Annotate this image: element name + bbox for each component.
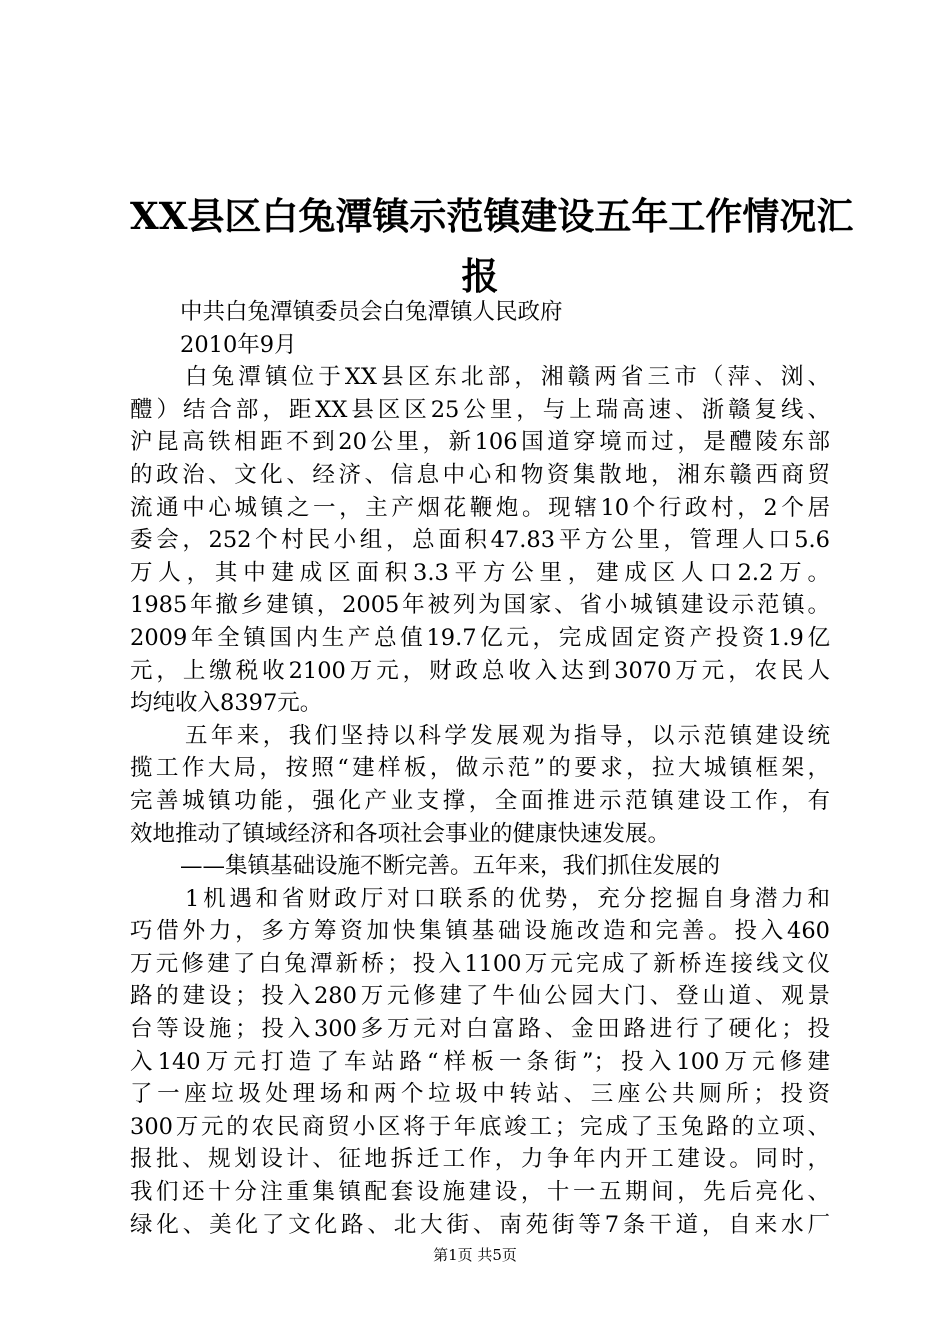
paragraph-line: 均纯收入8397元。 [130,690,323,717]
title-line: 报 [461,254,499,298]
paragraph-line: 完善城镇功能，强化产业支撑，全面推进示范镇建设工作，有 [130,787,830,814]
paragraph-line: 揽工作大局，按照“建样板，做示范”的要求，拉大城镇框架， [130,755,830,782]
paragraph-line: 了一座垃圾处理场和两个垃圾中转站、三座公共厕所；投资 [130,1081,830,1108]
paragraph-line: ——集镇基础设施不断完善。五年来，我们抓住发展的 [180,853,721,880]
paragraph-line: 沪昆高铁相距不到20公里，新106国道穿境而过，是醴陵东部 [130,429,830,456]
paragraph-line: 我们还十分注重集镇配套设施建设，十一五期间，先后亮化、 [130,1179,830,1206]
paragraph-line: 绿化、美化了文化路、北大街、南苑街等7条干道，自来水厂 [130,1211,830,1238]
document-body [130,296,830,1241]
paragraph-line: 万元修建了白兔潭新桥；投入1100万元完成了新桥连接线文仪 [130,950,830,977]
paragraph-line: 五年来，我们坚持以科学发展观为指导，以示范镇建设统 [185,722,830,749]
paragraph-line: 效地推动了镇域经济和各项社会事业的健康快速发展。 [130,820,671,847]
paragraph-line: 台等设施；投入300多万元对白富路、金田路进行了硬化；投 [130,1016,830,1043]
paragraph-line: 白兔潭镇位于XX县区东北部，湘赣两省三市（萍、浏、 [185,364,830,391]
paragraph-line: 1985年撤乡建镇，2005年被列为国家、省小城镇建设示范镇。 [130,592,830,619]
paragraph-line: 2009年全镇国内生产总值19.7亿元，完成固定资产投资1.9亿 [130,624,830,651]
paragraph-line: 流通中心城镇之一，主产烟花鞭炮。现辖10个行政村，2个居 [130,494,830,521]
paragraph-line: 元，上缴税收2100万元，财政总收入达到3070万元，农民人 [130,657,830,684]
document-title [130,186,854,306]
title-line: XX县区白兔潭镇示范镇建设五年工作情况汇 [130,194,854,238]
paragraph-line: 万人，其中建成区面积3.3平方公里，建成区人口2.2万。 [130,559,830,586]
date-line: 2010年9月 [180,331,297,358]
page-footer: 第1页 共5页 [433,1246,517,1264]
paragraph-line: 路的建设；投入280万元修建了牛仙公园大门、登山道、观景 [130,983,830,1010]
paragraph-line: 1机遇和省财政厅对口联系的优势，充分挖掘自身潜力和 [185,885,830,912]
paragraph-line: 委会，252个村民小组，总面积47.83平方公里，管理人口5.6 [130,527,830,554]
paragraph-line: 报批、规划设计、征地拆迁工作，力争年内开工建设。同时， [130,1146,830,1173]
paragraph-line: 的政治、文化、经济、信息中心和物资集散地，湘东赣西商贸 [130,461,830,488]
paragraph-line: 入140万元打造了车站路“样板一条街”；投入100万元修建 [130,1048,830,1075]
paragraph-line: 300万元的农民商贸小区将于年底竣工；完成了玉兔路的立项、 [130,1113,830,1140]
paragraph-line: 醴）结合部，距XX县区区25公里，与上瑞高速、浙赣复线、 [130,396,830,423]
issuer-line: 中共白兔潭镇委员会白兔潭镇人民政府 [180,299,563,325]
paragraph-line: 巧借外力，多方筹资加快集镇基础设施改造和完善。投入460 [130,918,830,945]
